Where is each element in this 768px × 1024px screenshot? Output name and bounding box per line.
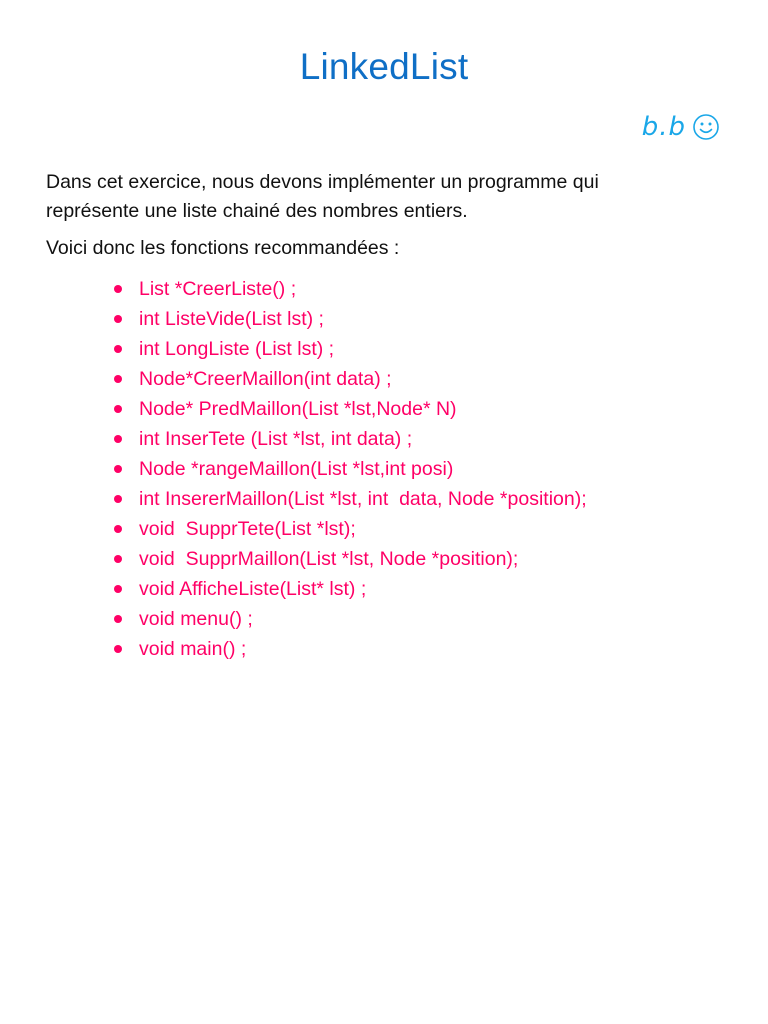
intro-line-1: Dans cet exercice, nous devons implémenter un programme qui [46, 171, 599, 193]
function-list-item [114, 364, 587, 394]
function-signature: int LongListe (List lst) ; [139, 338, 335, 360]
function-signature: int InsererMaillon(List *lst, int data, Node *position); [139, 488, 587, 510]
function-list-item [114, 424, 587, 454]
function-list-item [114, 274, 587, 304]
bullet-icon [114, 285, 122, 293]
smiley-icon [692, 113, 720, 141]
function-signature: Node *rangeMaillon(List *lst,int posi) [139, 458, 454, 480]
bullet-icon [114, 375, 122, 383]
bullet-icon [114, 435, 122, 443]
function-signature: Node* PredMaillon(List *lst,Node* N) [139, 398, 457, 420]
function-signature: void SupprMaillon(List *lst, Node *position); [139, 548, 519, 570]
function-signature: Node*CreerMaillon(int data) ; [139, 368, 392, 390]
function-list-item [114, 484, 587, 514]
intro-line-2: représente une liste chainé des nombres entiers. [46, 200, 468, 222]
function-signature: int InserTete (List *lst, int data) ; [139, 428, 413, 450]
function-list-item [114, 304, 587, 334]
bullet-icon [114, 405, 122, 413]
intro-paragraph [46, 168, 726, 226]
functions-intro: Voici donc les fonctions recommandées : [46, 237, 400, 259]
function-signature: void SupprTete(List *lst); [139, 518, 356, 540]
function-list-item [114, 454, 587, 484]
bullet-icon [114, 585, 122, 593]
bullet-icon [114, 465, 122, 473]
function-list-item [114, 514, 587, 544]
function-list [114, 274, 587, 664]
function-signature: int ListeVide(List lst) ; [139, 308, 324, 330]
function-signature: void menu() ; [139, 608, 253, 630]
bullet-icon [114, 645, 122, 653]
bullet-icon [114, 495, 122, 503]
function-list-item [114, 634, 587, 664]
function-signature: List *CreerListe() ; [139, 278, 297, 300]
bullet-icon [114, 315, 122, 323]
function-signature: void main() ; [139, 638, 247, 660]
bullet-icon [114, 615, 122, 623]
function-list-item [114, 394, 587, 424]
function-list-item [114, 604, 587, 634]
function-list-item [114, 544, 587, 574]
bullet-icon [114, 555, 122, 563]
function-signature: void AfficheListe(List* lst) ; [139, 578, 367, 600]
author-signature [642, 112, 720, 142]
function-list-item [114, 334, 587, 364]
bullet-icon [114, 525, 122, 533]
bullet-icon [114, 345, 122, 353]
function-list-item [114, 574, 587, 604]
signature-text: b.b [641, 112, 686, 142]
intro-section [46, 168, 726, 263]
page-title: LinkedList [299, 46, 469, 87]
